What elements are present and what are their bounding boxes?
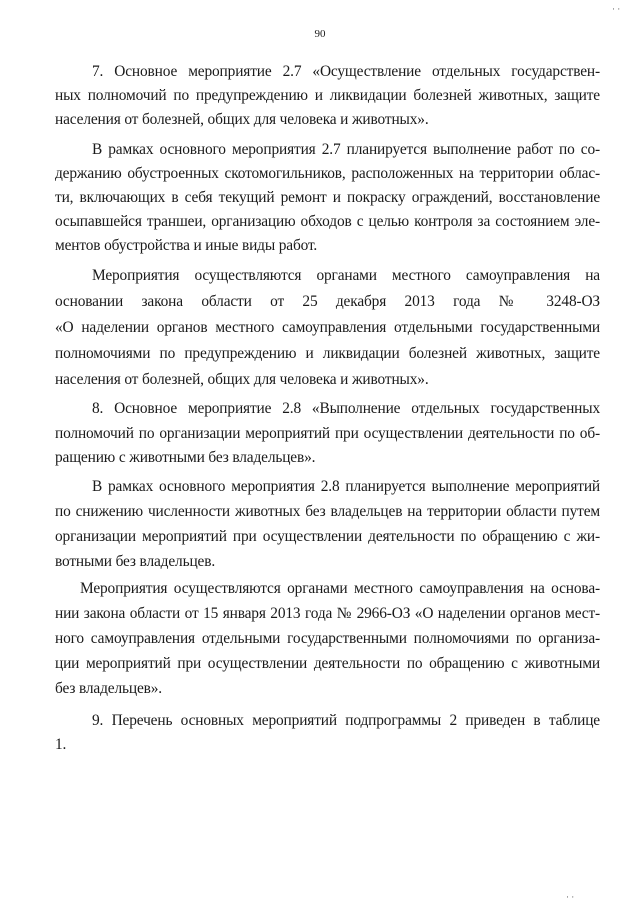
text-line: 1. xyxy=(55,736,67,753)
text-line: населения от болезней, общих для человека и животных». xyxy=(55,371,429,388)
text-line: нии закона области от 15 января 2013 года № 2966-ОЗ «О наделении органов мест- xyxy=(55,605,600,622)
text-line: Мероприятия осуществляются органами местного самоуправления на основа- xyxy=(80,580,600,597)
text-line: организации мероприятий при осуществлении деятельности по обращению с жи- xyxy=(55,528,600,545)
text-line: ных полномочий по предупреждению и ликвидации болезней животных, защите xyxy=(55,87,600,104)
text-line: полномочий по организации мероприятий при осуществлении деятельности по об- xyxy=(55,425,600,442)
text-line: 9. Перечень основных мероприятий подпрограммы 2 приведен в таблице xyxy=(92,712,600,729)
text-line: вотными без владельцев. xyxy=(55,553,216,570)
text-line: по снижению численности животных без владельцев на территории области путем xyxy=(55,503,600,520)
text-line: «О наделении органов местного самоуправления отдельными государственными xyxy=(55,319,600,336)
text-line: ции мероприятий при осуществлении деятельности по обращению с животными xyxy=(55,655,600,672)
page-number: 90 xyxy=(314,28,326,40)
text-line: ращению с животными без владельцев». xyxy=(55,449,316,466)
text-line: полномочиями по предупреждению и ликвидации болезней животных, защите xyxy=(55,345,600,362)
text-line: держанию обустроенных скотомогильников, расположенных на территории облас- xyxy=(55,165,600,182)
text-line: ти, включающих в себя текущий ремонт и покраску ограждений, восстановление xyxy=(55,189,600,206)
text-line: 8. Основное мероприятие 2.8 «Выполнение отдельных государственных xyxy=(92,400,600,417)
scan-artifact: · · xyxy=(612,4,621,14)
text-line: Мероприятия осуществляются органами местного самоуправления на xyxy=(92,267,600,284)
text-line: основании закона области от 25 декабря 2013 года № 3248-ОЗ xyxy=(55,293,600,310)
text-line: В рамках основного мероприятия 2.8 планируется выполнение мероприятий xyxy=(92,478,600,495)
text-line: осыпавшейся траншеи, организацию обходов с целью контроля за состоянием эле- xyxy=(55,213,600,230)
scan-artifact: · · xyxy=(566,892,575,902)
text-line: В рамках основного мероприятия 2.7 планируется выполнение работ по со- xyxy=(92,141,600,158)
text-line: без владельцев». xyxy=(55,680,162,697)
text-line: ного самоуправления отдельными государственными полномочиями по организа- xyxy=(55,630,600,647)
text-line: населения от болезней, общих для человека и животных». xyxy=(55,111,429,128)
text-line: ментов обустройства и иные виды работ. xyxy=(55,237,318,254)
text-line: 7. Основное мероприятие 2.7 «Осуществление отдельных государствен- xyxy=(92,63,600,80)
